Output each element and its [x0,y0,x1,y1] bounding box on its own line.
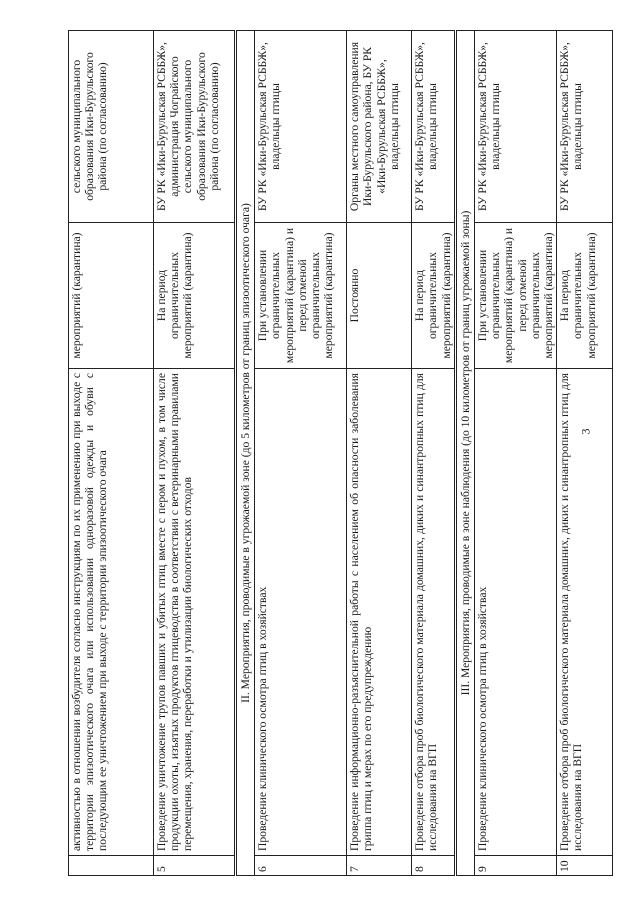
section-row [236,31,255,876]
table-row [557,31,613,876]
row-number: 9 [475,856,557,876]
period-cell: На период ограничительных мероприятий (карантина) [557,223,613,369]
responsible-cell: БУ РК «Ики-Бурульская РСББЖ», владельцы птицы [557,31,613,223]
period-cell: При установлении ограничительных мероприятий (карантина) и перед отменой ограничительных мероприятий (карантина) [475,223,557,369]
period-cell: При установлении ограничительных мероприятий (карантина) и перед отменой ограничительных мероприятий (карантина) [255,223,347,369]
table-row [412,31,456,876]
table-row [475,31,557,876]
responsible-cell: БУ РК «Ики-Бурульская РСББЖ», владельцы птицы [412,31,456,223]
measure-cell: активностью в отношении возбудителя согласно инструкциям по их применению при выходе с территории эпизоотического очага или использовании одноразовой одежды и обуви с последующим ее уничтожением при выходе с территории эпизоотического очага [69,369,154,856]
table-row [347,31,412,876]
measure-cell: Проведение отбора проб биологического материала домашних, диких и синантропных птиц для исследования на ВГП [412,369,456,856]
period-cell: Постоянно [347,223,412,369]
responsible-cell: БУ РК «Ики-Бурульская РСББЖ», владельцы птицы [255,31,347,223]
row-number: 7 [347,856,412,876]
section-row [455,31,474,876]
table-row [154,31,236,876]
section-heading: III. Мероприятия, проводимые в зоне наблюдения (до 10 километров от границ угрожаемой зоны) [455,31,474,876]
responsible-cell: БУ РК «Ики-Бурульская РСББЖ», администрация Чограйского сельского муниципального образования Ики-Бурульского района (по согласованию) [154,31,236,223]
responsible-cell: БУ РК «Ики-Бурульская РСББЖ», владельцы птицы [475,31,557,223]
row-number: 10 [557,856,613,876]
table-row [69,31,154,876]
table-row [255,31,347,876]
measure-cell: Проведение клинического осмотра птиц в хозяйствах [475,369,557,856]
page-number: 3 [578,428,593,435]
row-number: 5 [154,856,236,876]
period-cell: мероприятий (карантина) [69,223,154,369]
section-heading: II. Мероприятия, проводимые в угрожаемой зоне (до 5 километров от границ эпизоотического очага) [236,31,255,876]
responsible-cell: Органы местного самоуправления Ики-Бурульского района, БУ РК «Ики-Бурульская РСББЖ», владельцы птицы [347,31,412,223]
measure-cell: Проведение отбора проб биологического материала домашних, диких и синантропных птиц для исследования на ВГП [557,369,613,856]
rotated-table-page [68,31,598,876]
period-cell: На период ограничительных мероприятий (карантина) [154,223,236,369]
row-number: 8 [412,856,456,876]
period-cell: На период ограничительных мероприятий (карантина) [412,223,456,369]
measure-cell: Проведение клинического осмотра птиц в хозяйствах [255,369,347,856]
measures-table [68,30,613,876]
row-number [69,856,154,876]
measure-cell: Проведение информационно-разъяснительной работы с населением об опасности заболевания гриппа птиц и мерах по его предупреждению [347,369,412,856]
responsible-cell: сельского муниципального образования Ики-Бурульского района (по согласованию) [69,31,154,223]
measure-cell: Проведение уничтожение трупов павших и убитых птиц вместе с пером и пухом, в том числе продукции охоты, изъятых продуктов птицеводства в соответствии с ветеринарными правилами перемещения, хранения, переработки и утилизации биологических отходов [154,369,236,856]
row-number: 6 [255,856,347,876]
